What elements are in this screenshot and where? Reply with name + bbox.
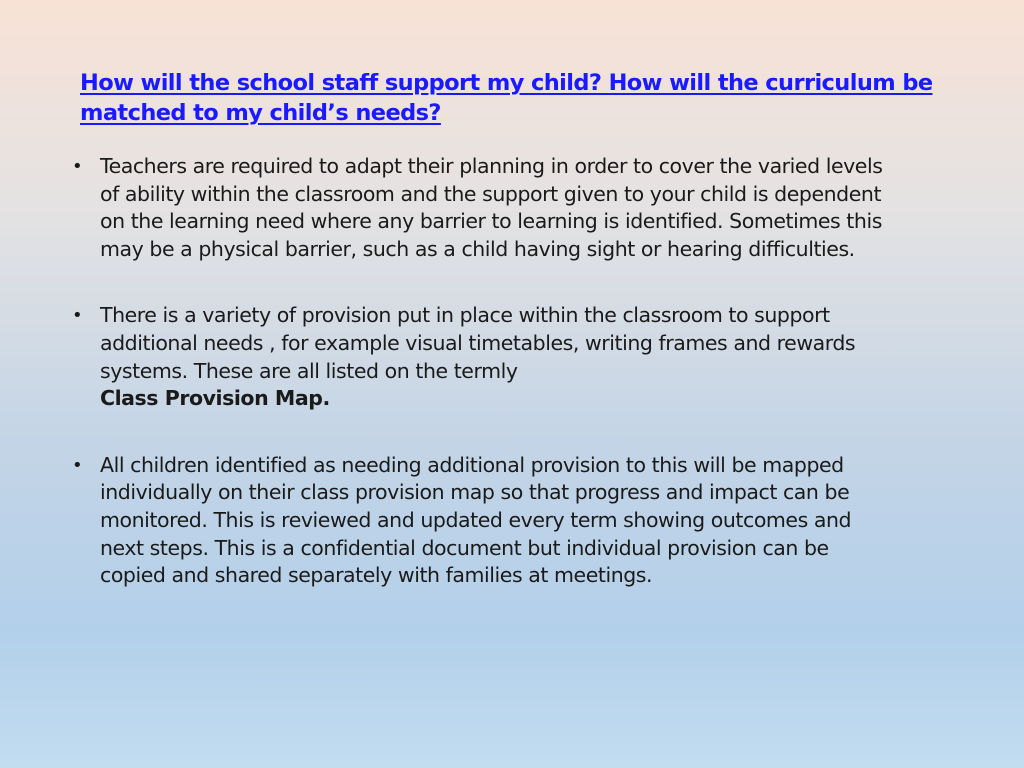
bullet-text: There is a variety of provision put in place within the classroom to support additional needs , for example visual timetables, writing frames and rewards systems. These are all listed on the termly (100, 303, 856, 383)
bullet-icon: • (72, 454, 83, 476)
bullet-item-2 (70, 302, 900, 412)
bullet-item-1 (70, 153, 900, 263)
bullet-list (70, 153, 900, 590)
bullet-icon: • (72, 156, 83, 177)
bullet-icon: • (72, 305, 83, 327)
bullet-item-3 (70, 452, 900, 590)
class-provision-map-emphasis: Class Provision Map. (100, 386, 330, 411)
bullet-text: All children identified as needing additional provision to this will be mapped individually on their class provision map so that progress and impact can be monitored. This is reviewed and updated every term showing outcomes and next steps. This is a confidential document but individual provision can be copied and shared separately with families at meetings. (100, 452, 852, 588)
bullet-text: Teachers are required to adapt their planning in order to cover the varied levels of ability within the classroom and the support given to your child is dependent on the learning need where any barrier to learning is identified. Sometimes this may be a physical barrier, such as a child having sight or hearing difficulties. (100, 154, 883, 261)
slide-title: How will the school staff support my child? How will the curriculum be matched to my child’s needs? (80, 70, 933, 126)
